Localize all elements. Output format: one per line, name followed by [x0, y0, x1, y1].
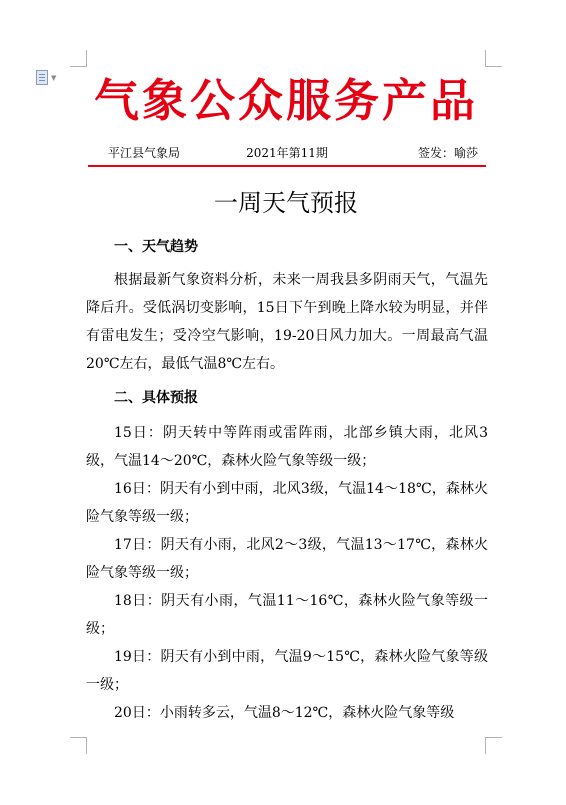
document-title: 一周天气预报	[214, 189, 358, 217]
document-icon	[36, 70, 48, 85]
masthead-title: 气象公众服务产品	[93, 74, 478, 127]
forecast-day-19: 19日：阴天有小到中雨，气温9～15℃，森林火险气象等级一级；	[86, 649, 488, 693]
forecast-day-15: 15日：阴天转中等阵雨或雷阵雨，北部乡镇大雨，北风3级，气温14～20℃，森林火险气象等级一级；	[86, 425, 488, 469]
trend-paragraph: 根据最新气象资料分析，未来一周我县多阴雨天气，气温先降后升。受低涡切变影响，15日下午到晚上降水较为明显，并伴有雷电发生；受冷空气影响，19-20日风力加大。一周最高气温20℃左右，最低气温8℃左右。	[86, 272, 488, 372]
forecast-day-18: 18日：阴天有小雨，气温11～16℃，森林火险气象等级一级；	[86, 593, 488, 637]
section-heading-forecast: 二、具体预报	[114, 390, 198, 406]
page-corner-top-left	[70, 50, 87, 67]
header-divider	[88, 165, 486, 167]
forecast-day-17: 17日：阴天有小雨，北风2～3级，气温13～17℃，森林火险气象等级一级；	[86, 537, 488, 581]
page-corner-top-right	[485, 50, 502, 67]
forecast-day-20: 20日：小雨转多云，气温8～12℃，森林火险气象等级	[114, 705, 455, 721]
page-corner-bottom-right	[485, 737, 502, 754]
chevron-down-icon: ▼	[51, 73, 57, 82]
issue-number: 2021年第11期	[246, 146, 328, 160]
agency-name: 平江县气象局	[108, 146, 181, 160]
section-heading-trend: 一、天气趋势	[114, 239, 198, 255]
forecast-day-16: 16日：阴天有小到中雨，北风3级，气温14～18℃，森林火险气象等级一级；	[86, 481, 488, 525]
page-corner-bottom-left	[70, 737, 87, 754]
signer: 签发：喻莎	[417, 146, 478, 160]
document-body	[86, 233, 488, 727]
header-meta-row	[88, 144, 486, 162]
document-menu-button[interactable]	[36, 70, 56, 85]
